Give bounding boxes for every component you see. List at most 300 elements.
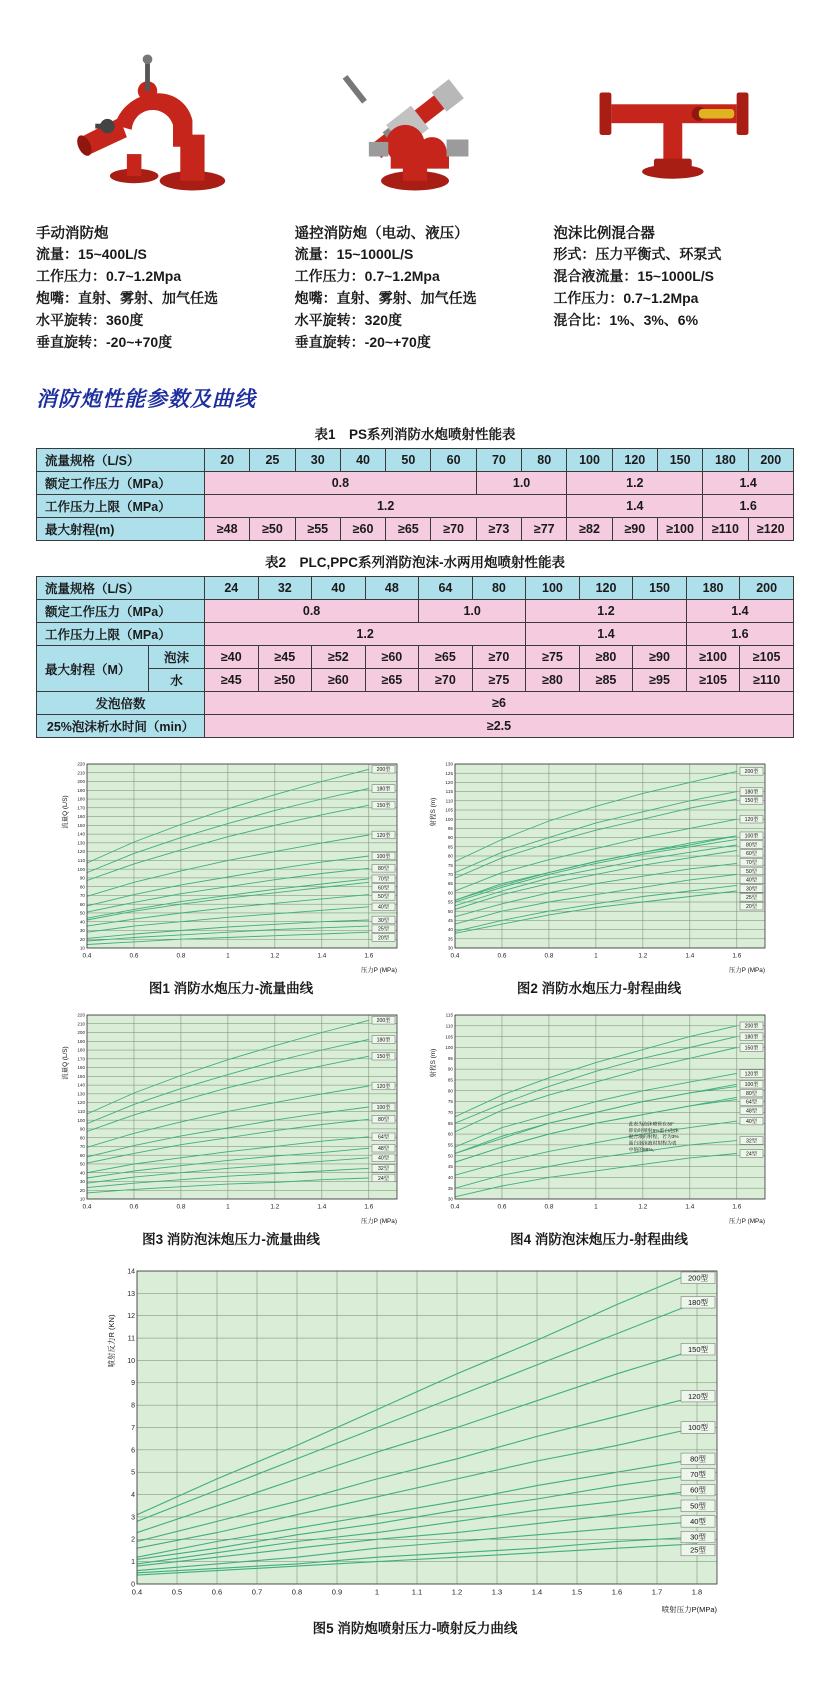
x-tick-label: 0.6 bbox=[211, 1587, 223, 1597]
chart-canvas bbox=[60, 1009, 402, 1225]
svg-text:60: 60 bbox=[79, 901, 85, 907]
svg-text:210: 210 bbox=[77, 770, 85, 776]
svg-text:200: 200 bbox=[77, 779, 85, 785]
table-cell: 48 bbox=[365, 577, 419, 600]
svg-text:80型: 80型 bbox=[690, 1454, 706, 1464]
svg-text:混合液的射程，若为3%: 混合液的射程，若为3% bbox=[628, 1135, 679, 1141]
svg-text:110: 110 bbox=[445, 798, 453, 804]
product-spec-line: 混合比：1%、3%、6% bbox=[553, 312, 699, 328]
svg-text:95: 95 bbox=[447, 1055, 453, 1061]
svg-text:100: 100 bbox=[445, 1045, 453, 1051]
chart-canvas bbox=[428, 758, 770, 974]
svg-text:90: 90 bbox=[447, 1066, 453, 1072]
svg-text:60型: 60型 bbox=[690, 1485, 706, 1495]
table-cell: ≥100 bbox=[686, 646, 740, 669]
x-axis-label: 压力P (MPa) bbox=[728, 1218, 765, 1225]
x-tick-label: 0.4 bbox=[82, 1203, 92, 1211]
x-tick-label: 1.6 bbox=[364, 1203, 374, 1211]
table-cell: ≥65 bbox=[386, 518, 431, 541]
table-cell: 1.2 bbox=[205, 495, 567, 518]
svg-text:100型: 100型 bbox=[687, 1423, 709, 1433]
x-tick-label: 1.4 bbox=[317, 952, 327, 960]
table-cell: ≥60 bbox=[340, 518, 385, 541]
table-cell: 150 bbox=[657, 449, 702, 472]
svg-text:80型: 80型 bbox=[746, 1090, 757, 1097]
svg-text:8: 8 bbox=[131, 1402, 135, 1410]
product-spec-line: 工作压力：0.7~1.2Mpa bbox=[36, 268, 182, 284]
table-cell: ≥40 bbox=[205, 646, 259, 669]
table-cell: ≥75 bbox=[526, 646, 580, 669]
table-cell: ≥50 bbox=[258, 669, 312, 692]
table-cell: ≥77 bbox=[522, 518, 567, 541]
svg-text:105: 105 bbox=[445, 1034, 453, 1040]
svg-text:9: 9 bbox=[131, 1380, 135, 1388]
svg-text:100型: 100型 bbox=[744, 1082, 759, 1089]
svg-text:蛋白泡沫液时射程为表: 蛋白泡沫液时射程为表 bbox=[628, 1141, 677, 1147]
svg-text:4: 4 bbox=[131, 1492, 135, 1500]
table-cell: 0.8 bbox=[205, 472, 477, 495]
svg-text:30型: 30型 bbox=[378, 917, 389, 924]
svg-text:30型: 30型 bbox=[690, 1532, 706, 1542]
table-cell: 工作压力上限（MPa） bbox=[37, 623, 205, 646]
table-cell: ≥50 bbox=[250, 518, 295, 541]
svg-text:160: 160 bbox=[77, 1065, 85, 1071]
chart-canvas bbox=[428, 1009, 770, 1225]
table-cell: ≥45 bbox=[258, 646, 312, 669]
x-tick-label: 1.1 bbox=[411, 1587, 423, 1597]
svg-text:12: 12 bbox=[127, 1313, 135, 1321]
table-cell: ≥85 bbox=[579, 669, 633, 692]
table-cell: ≥2.5 bbox=[205, 715, 794, 738]
table-cell: 1.0 bbox=[476, 472, 567, 495]
svg-text:2: 2 bbox=[131, 1536, 135, 1544]
svg-text:200型: 200型 bbox=[376, 767, 391, 774]
svg-text:105: 105 bbox=[445, 807, 453, 813]
svg-text:180型: 180型 bbox=[376, 786, 391, 793]
svg-text:60: 60 bbox=[79, 1152, 85, 1158]
x-tick-label: 0.7 bbox=[251, 1587, 263, 1597]
table-cell: 120 bbox=[612, 449, 657, 472]
svg-text:180型: 180型 bbox=[744, 789, 759, 796]
svg-text:20型: 20型 bbox=[746, 903, 757, 910]
x-tick-label: 1 bbox=[594, 1203, 598, 1211]
table-cell: 30 bbox=[295, 449, 340, 472]
table-cell: ≥90 bbox=[612, 518, 657, 541]
svg-text:60型: 60型 bbox=[746, 851, 757, 858]
svg-text:25型: 25型 bbox=[690, 1545, 706, 1555]
table-cell: ≥120 bbox=[748, 518, 793, 541]
svg-text:3: 3 bbox=[131, 1514, 135, 1522]
x-tick-label: 1.3 bbox=[491, 1587, 503, 1597]
svg-text:80: 80 bbox=[447, 1088, 453, 1094]
svg-text:40: 40 bbox=[447, 1174, 453, 1180]
ps-series-performance-table bbox=[36, 448, 794, 541]
x-tick-label: 1.2 bbox=[451, 1587, 463, 1597]
svg-text:120: 120 bbox=[77, 849, 85, 855]
table-cell: 40 bbox=[340, 449, 385, 472]
svg-text:150型: 150型 bbox=[744, 1045, 759, 1052]
x-tick-label: 0.6 bbox=[497, 952, 507, 960]
table-cell: ≥55 bbox=[295, 518, 340, 541]
svg-text:180型: 180型 bbox=[744, 1034, 759, 1041]
x-tick-label: 0.4 bbox=[82, 952, 92, 960]
product-card-foam-proportioner bbox=[553, 26, 794, 353]
product-specs bbox=[295, 243, 536, 353]
table2-caption: 表2 PLC,PPC系列消防泡沫-水两用炮喷射性能表 bbox=[264, 555, 565, 570]
svg-text:120型: 120型 bbox=[376, 1083, 391, 1090]
table-cell: 1.2 bbox=[567, 472, 703, 495]
y-axis-label: 喷射反力R (KN) bbox=[107, 1314, 116, 1368]
table-cell: ≥6 bbox=[205, 692, 794, 715]
series-labels bbox=[740, 767, 763, 910]
svg-text:65: 65 bbox=[447, 1120, 453, 1126]
x-tick-label: 1.2 bbox=[638, 952, 648, 960]
svg-text:160: 160 bbox=[77, 814, 85, 820]
chart-canvas bbox=[60, 758, 402, 974]
svg-text:25型: 25型 bbox=[746, 895, 757, 902]
svg-text:40: 40 bbox=[447, 927, 453, 933]
chart5-row bbox=[36, 1262, 794, 1637]
table-cell: ≥70 bbox=[431, 518, 476, 541]
svg-text:40: 40 bbox=[79, 919, 85, 925]
product-specs bbox=[36, 243, 277, 353]
table-cell: 24 bbox=[205, 577, 259, 600]
svg-text:45: 45 bbox=[447, 918, 453, 924]
svg-text:13: 13 bbox=[127, 1290, 135, 1298]
svg-text:90: 90 bbox=[447, 835, 453, 841]
svg-text:50: 50 bbox=[447, 908, 453, 914]
svg-text:1: 1 bbox=[131, 1559, 135, 1567]
product-spec-line: 形式：压力平衡式、环泵式 bbox=[553, 246, 722, 262]
svg-text:30: 30 bbox=[79, 928, 85, 934]
x-tick-label: 1.4 bbox=[685, 1203, 695, 1211]
product-name: 泡沫比例混合器 bbox=[553, 226, 655, 242]
svg-text:110: 110 bbox=[77, 857, 85, 863]
table-cell: 20 bbox=[205, 449, 250, 472]
table-cell: ≥60 bbox=[365, 646, 419, 669]
svg-text:24型: 24型 bbox=[378, 1175, 389, 1182]
svg-text:35: 35 bbox=[447, 1185, 453, 1191]
svg-text:95: 95 bbox=[447, 826, 453, 832]
svg-text:80: 80 bbox=[79, 1135, 85, 1141]
svg-text:64型: 64型 bbox=[378, 1134, 389, 1141]
x-tick-label: 0.4 bbox=[450, 952, 460, 960]
x-tick-label: 0.8 bbox=[176, 1203, 186, 1211]
svg-text:170: 170 bbox=[77, 1056, 85, 1062]
svg-text:70型: 70型 bbox=[378, 876, 389, 883]
product-photo bbox=[295, 26, 536, 218]
x-tick-label: 1.4 bbox=[531, 1587, 543, 1597]
x-axis-label: 压力P (MPa) bbox=[360, 967, 397, 974]
table-cell: 流量规格（L/S） bbox=[37, 577, 205, 600]
svg-text:48型: 48型 bbox=[378, 1146, 389, 1153]
products-section bbox=[36, 26, 794, 353]
product-card-manual-monitor bbox=[36, 26, 277, 353]
chart-caption: 图1 消防水炮压力-流量曲线 bbox=[148, 981, 314, 996]
table-cell: 最大射程（M） bbox=[37, 646, 149, 692]
svg-text:70型: 70型 bbox=[690, 1470, 706, 1480]
svg-text:180: 180 bbox=[77, 796, 85, 802]
product-spec-line: 水平旋转：320度 bbox=[294, 312, 403, 328]
svg-text:32型: 32型 bbox=[378, 1166, 389, 1173]
x-tick-label: 1.4 bbox=[317, 1203, 327, 1211]
table-cell: 25 bbox=[250, 449, 295, 472]
table-cell: ≥65 bbox=[419, 646, 473, 669]
product-spec-line: 流量：15~1000L/S bbox=[294, 246, 414, 262]
x-tick-label: 0.8 bbox=[176, 952, 186, 960]
x-tick-label: 0.8 bbox=[544, 1203, 554, 1211]
svg-text:50: 50 bbox=[79, 1161, 85, 1167]
svg-text:180型: 180型 bbox=[376, 1037, 391, 1044]
svg-text:190: 190 bbox=[77, 787, 85, 793]
x-tick-label: 0.9 bbox=[331, 1587, 343, 1597]
table-cell: 1.4 bbox=[567, 495, 703, 518]
table-cell: 25%泡沫析水时间（min） bbox=[37, 715, 205, 738]
svg-text:120: 120 bbox=[445, 780, 453, 786]
foam-proportioner-illustration bbox=[584, 57, 764, 187]
charts-grid bbox=[60, 758, 770, 1248]
y-axis-label: 射程S (m) bbox=[430, 1048, 437, 1078]
svg-text:120型: 120型 bbox=[687, 1391, 709, 1401]
table-cell: 120 bbox=[579, 577, 633, 600]
table-cell: 200 bbox=[740, 577, 794, 600]
table-cell: ≥70 bbox=[419, 669, 473, 692]
svg-text:85: 85 bbox=[447, 1077, 453, 1083]
svg-text:220: 220 bbox=[77, 1012, 85, 1018]
svg-text:20: 20 bbox=[79, 1187, 85, 1193]
svg-text:200型: 200型 bbox=[376, 1018, 391, 1025]
svg-text:150: 150 bbox=[77, 822, 85, 828]
svg-text:90: 90 bbox=[79, 875, 85, 881]
table-cell: 发泡倍数 bbox=[37, 692, 205, 715]
x-tick-label: 1.4 bbox=[685, 952, 695, 960]
x-tick-label: 1.6 bbox=[732, 952, 742, 960]
x-tick-label: 1 bbox=[226, 952, 230, 960]
product-spec-line: 垂直旋转：-20~+70度 bbox=[36, 334, 173, 350]
x-tick-label: 0.6 bbox=[497, 1203, 507, 1211]
table-cell: 70 bbox=[476, 449, 521, 472]
table-cell: 1.4 bbox=[526, 623, 687, 646]
svg-text:64型: 64型 bbox=[746, 1099, 757, 1106]
table-cell: ≥80 bbox=[579, 646, 633, 669]
svg-text:120型: 120型 bbox=[744, 1071, 759, 1078]
table-cell: ≥75 bbox=[472, 669, 526, 692]
x-tick-label: 1.2 bbox=[270, 1203, 280, 1211]
svg-text:30: 30 bbox=[447, 1196, 453, 1202]
table-cell: ≥48 bbox=[205, 518, 250, 541]
table-cell: ≥105 bbox=[686, 669, 740, 692]
svg-text:110: 110 bbox=[77, 1108, 85, 1114]
table-cell: 100 bbox=[526, 577, 580, 600]
product-spec-line: 炮嘴：直射、雾射、加气任选 bbox=[36, 290, 218, 306]
product-photo bbox=[36, 26, 277, 218]
svg-text:仰角时喷射6%蛋白泡沫: 仰角时喷射6%蛋白泡沫 bbox=[628, 1128, 679, 1134]
svg-text:14: 14 bbox=[127, 1268, 135, 1276]
y-axis-label: 流量Q (L/S) bbox=[62, 795, 69, 829]
svg-text:100: 100 bbox=[445, 816, 453, 822]
x-tick-label: 1 bbox=[226, 1203, 230, 1211]
table-cell: 64 bbox=[419, 577, 473, 600]
svg-text:200: 200 bbox=[77, 1030, 85, 1036]
table-cell: ≥110 bbox=[740, 669, 794, 692]
svg-text:70型: 70型 bbox=[746, 859, 757, 866]
svg-text:20: 20 bbox=[79, 936, 85, 942]
chart-figure-5 bbox=[105, 1262, 725, 1637]
table-cell: 180 bbox=[703, 449, 748, 472]
svg-text:45: 45 bbox=[447, 1164, 453, 1170]
svg-text:80: 80 bbox=[447, 853, 453, 859]
table-cell: 40 bbox=[312, 577, 366, 600]
table-cell: 80 bbox=[522, 449, 567, 472]
table-cell: 1.2 bbox=[526, 600, 687, 623]
x-tick-label: 0.4 bbox=[131, 1587, 143, 1597]
svg-text:6: 6 bbox=[131, 1447, 135, 1455]
x-tick-label: 0.5 bbox=[171, 1587, 183, 1597]
svg-text:50型: 50型 bbox=[378, 894, 389, 901]
product-spec-line: 水平旋转：360度 bbox=[36, 312, 144, 328]
svg-text:120: 120 bbox=[77, 1100, 85, 1106]
svg-text:40: 40 bbox=[79, 1170, 85, 1176]
svg-text:130: 130 bbox=[445, 761, 453, 767]
x-tick-label: 1.2 bbox=[638, 1203, 648, 1211]
table-cell: ≥52 bbox=[312, 646, 366, 669]
table-cell: 80 bbox=[472, 577, 526, 600]
x-tick-label: 0.8 bbox=[291, 1587, 303, 1597]
x-tick-label: 0.4 bbox=[450, 1203, 460, 1211]
product-name: 手动消防炮 bbox=[36, 226, 109, 242]
table1-caption: 表1 PS系列消防水炮喷射性能表 bbox=[314, 427, 516, 442]
svg-text:65: 65 bbox=[447, 881, 453, 887]
product-spec-line: 炮嘴：直射、雾射、加气任选 bbox=[294, 290, 477, 306]
x-tick-label: 1.6 bbox=[611, 1587, 623, 1597]
svg-text:35: 35 bbox=[447, 936, 453, 942]
x-tick-label: 1.8 bbox=[691, 1587, 703, 1597]
svg-text:24型: 24型 bbox=[746, 1151, 757, 1158]
chart-caption: 图5 消防炮喷射压力-喷射反力曲线 bbox=[312, 1621, 518, 1636]
y-axis-label: 流量Q (L/S) bbox=[62, 1046, 69, 1080]
y-axis-label: 射程S (m) bbox=[430, 797, 437, 827]
svg-text:50: 50 bbox=[447, 1153, 453, 1159]
svg-text:200型: 200型 bbox=[744, 1023, 759, 1030]
table-cell: 32 bbox=[258, 577, 312, 600]
table-cell: 180 bbox=[686, 577, 740, 600]
product-name: 遥控消防炮（电动、液压） bbox=[294, 226, 469, 242]
table-cell: ≥60 bbox=[312, 669, 366, 692]
table-cell: 泡沫 bbox=[149, 646, 205, 669]
table-cell: 1.2 bbox=[205, 623, 526, 646]
svg-text:70: 70 bbox=[447, 1110, 453, 1116]
svg-text:48型: 48型 bbox=[746, 1108, 757, 1115]
x-tick-label: 0.6 bbox=[129, 952, 139, 960]
svg-text:40型: 40型 bbox=[746, 877, 757, 884]
x-tick-label: 1.5 bbox=[571, 1587, 583, 1597]
svg-text:7: 7 bbox=[131, 1424, 135, 1432]
table-cell: ≥105 bbox=[740, 646, 794, 669]
svg-text:70: 70 bbox=[79, 893, 85, 899]
table-cell: ≥82 bbox=[567, 518, 612, 541]
svg-text:10: 10 bbox=[127, 1357, 135, 1365]
svg-text:70: 70 bbox=[447, 872, 453, 878]
product-photo bbox=[553, 26, 794, 218]
table-cell: 1.4 bbox=[703, 472, 794, 495]
product-specs bbox=[553, 243, 794, 331]
svg-text:150型: 150型 bbox=[744, 798, 759, 805]
product-spec-line: 工作压力：0.7~1.2Mpa bbox=[553, 290, 699, 306]
svg-text:5: 5 bbox=[131, 1469, 135, 1477]
svg-text:80: 80 bbox=[79, 884, 85, 890]
svg-text:110: 110 bbox=[445, 1023, 453, 1029]
svg-text:40型: 40型 bbox=[378, 1155, 389, 1162]
x-tick-label: 1 bbox=[594, 952, 598, 960]
chart-figure-2 bbox=[428, 758, 770, 997]
remote-fire-monitor-illustration bbox=[330, 30, 500, 215]
chart-figure-4 bbox=[428, 1009, 770, 1248]
x-axis-label: 压力P (MPa) bbox=[360, 1218, 397, 1225]
svg-text:70: 70 bbox=[79, 1144, 85, 1150]
svg-text:140: 140 bbox=[77, 831, 85, 837]
svg-text:10: 10 bbox=[79, 945, 85, 951]
x-tick-label: 0.8 bbox=[544, 952, 554, 960]
svg-text:25型: 25型 bbox=[378, 926, 389, 933]
svg-text:55: 55 bbox=[447, 1142, 453, 1148]
svg-text:60: 60 bbox=[447, 1131, 453, 1137]
svg-text:0: 0 bbox=[131, 1581, 135, 1589]
table-cell: 0.8 bbox=[205, 600, 419, 623]
x-tick-label: 1 bbox=[374, 1587, 380, 1597]
table-cell: 工作压力上限（MPa） bbox=[37, 495, 205, 518]
svg-text:180型: 180型 bbox=[687, 1297, 709, 1307]
table-cell: 200 bbox=[748, 449, 793, 472]
table-cell: 流量规格（L/S） bbox=[37, 449, 205, 472]
svg-text:50型: 50型 bbox=[690, 1501, 706, 1511]
svg-text:60型: 60型 bbox=[378, 885, 389, 892]
svg-text:100: 100 bbox=[77, 866, 85, 872]
table-cell: 60 bbox=[431, 449, 476, 472]
svg-text:80型: 80型 bbox=[746, 842, 757, 849]
svg-text:130: 130 bbox=[77, 840, 85, 846]
svg-text:10: 10 bbox=[79, 1196, 85, 1202]
svg-text:11: 11 bbox=[127, 1335, 135, 1343]
svg-text:120型: 120型 bbox=[744, 817, 759, 824]
table-cell: ≥65 bbox=[365, 669, 419, 692]
svg-text:115: 115 bbox=[445, 789, 453, 795]
table-cell: 1.0 bbox=[419, 600, 526, 623]
svg-text:125: 125 bbox=[445, 770, 453, 776]
svg-text:85: 85 bbox=[447, 844, 453, 850]
svg-text:75: 75 bbox=[447, 1099, 453, 1105]
chart-figure-1 bbox=[60, 758, 402, 997]
x-axis-label: 喷射压力P(MPa) bbox=[661, 1605, 717, 1614]
x-tick-label: 1.2 bbox=[270, 952, 280, 960]
table-cell: 最大射程(m) bbox=[37, 518, 205, 541]
svg-text:170: 170 bbox=[77, 805, 85, 811]
svg-text:120型: 120型 bbox=[376, 832, 391, 839]
svg-text:100: 100 bbox=[77, 1117, 85, 1123]
chart-canvas bbox=[105, 1262, 725, 1614]
chart-figure-3 bbox=[60, 1009, 402, 1248]
table-cell: 1.4 bbox=[686, 600, 793, 623]
table-cell: 1.6 bbox=[703, 495, 794, 518]
chart-caption: 图4 消防泡沫炮压力-射程曲线 bbox=[510, 1232, 688, 1247]
svg-text:200型: 200型 bbox=[744, 769, 759, 776]
svg-text:210: 210 bbox=[77, 1021, 85, 1027]
table-cell: ≥73 bbox=[476, 518, 521, 541]
svg-text:40型: 40型 bbox=[690, 1517, 706, 1527]
table-cell: ≥45 bbox=[205, 669, 259, 692]
svg-text:30: 30 bbox=[79, 1179, 85, 1185]
svg-text:190: 190 bbox=[77, 1038, 85, 1044]
table-cell: 150 bbox=[633, 577, 687, 600]
